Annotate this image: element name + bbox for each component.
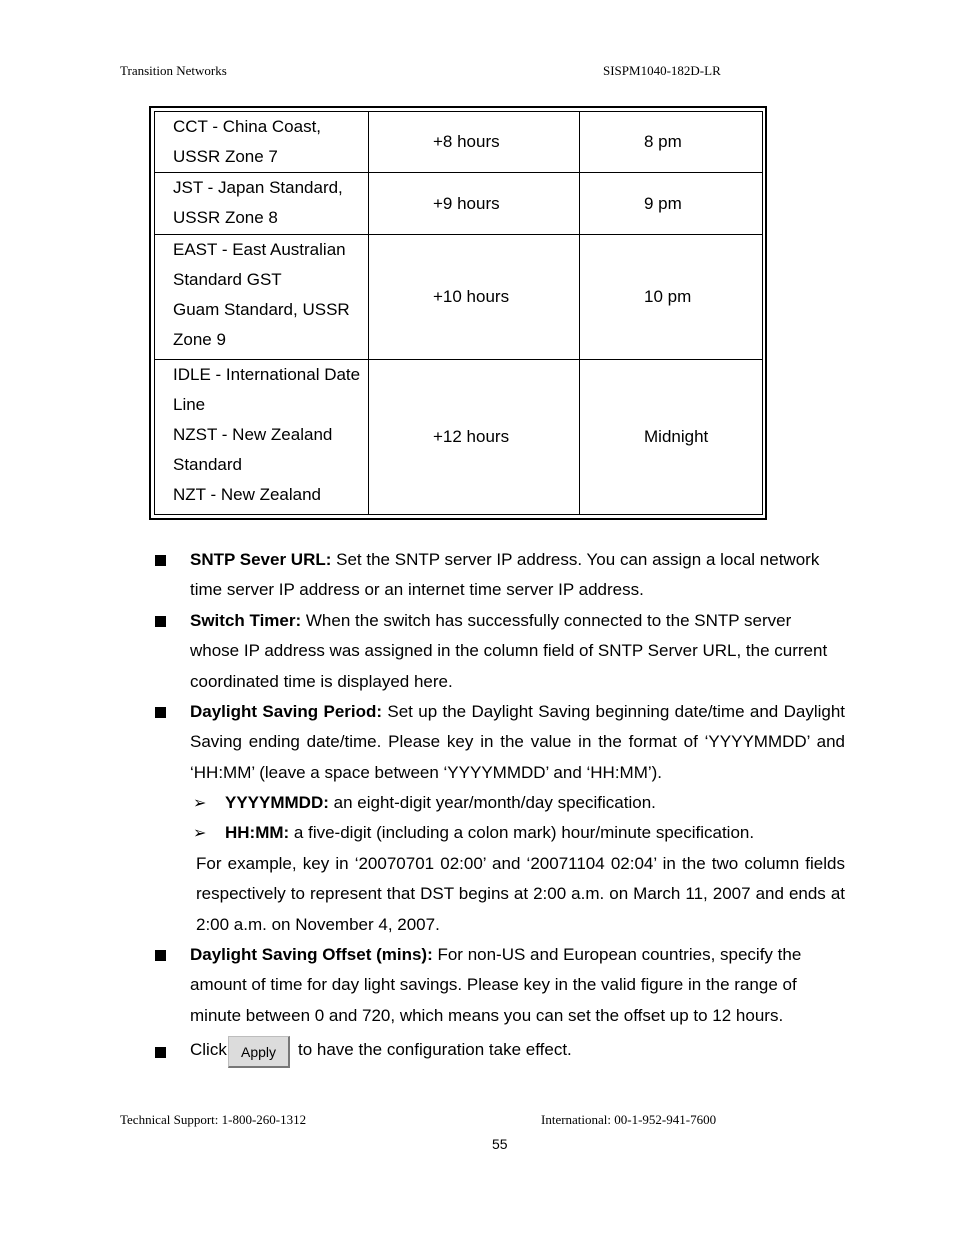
yyyymmdd-text: an eight-digit year/month/day specification. [328,793,656,812]
switch-timer-label: Switch Timer: [190,611,302,630]
zone-cell [155,173,369,235]
footer-international: International: 00-1-952-941-7600 [541,1112,717,1127]
sntp-url-label: SNTP Sever URL: [190,550,332,569]
timezone-table-grid [154,111,763,515]
hhmm-label: HH:MM: [225,823,290,842]
sntp-url-description [190,545,845,606]
yyyymmdd-label: YYYYMMDD: [225,793,329,812]
sntp-url-text: Set the SNTP server IP address. You can assign a local network time server IP address or an internet time server IP address. [190,550,820,600]
time-cell: Midnight [580,359,763,514]
zone-line: Guam Standard, USSR [173,300,350,320]
time-cell: 8 pm [580,112,763,173]
footer-tech-support: Technical Support: 1-800-260-1312 [120,1112,307,1127]
header-model: SISPM1040-182D-LR [603,63,721,78]
dst-example: For example, key in ‘20070701 02:00’ and ‘20071104 02:04’ in the two column fields respectively to represent that DST begins at 2:00 a.m. on March 11, 2007 and ends at 2:00 a.m. on November 4, 2007. [196,854,845,934]
zone-line: Standard [173,454,242,474]
arrow-bullet-icon: ➢ [193,795,207,812]
table-row [155,173,763,235]
dst-period-text: Set up the Daylight Saving beginning date/time and Daylight Saving ending date/time. Please key in the value in the format of ‘YYYYMMDD’ and ‘HH:MM’ (leave a space between ‘YYYYMMDD’ and ‘HH:MM’). [190,702,846,782]
time-cell: 10 pm [580,235,763,359]
time-cell: 9 pm [580,173,763,235]
zone-line: JST - Japan Standard, [173,178,343,198]
yyyymmdd-description [225,788,845,818]
zone-line: USSR Zone 7 [173,147,278,166]
table-row [155,235,763,359]
table-row [155,359,763,514]
header-company: Transition Networks [120,63,227,78]
square-bullet-icon [155,950,166,961]
square-bullet-icon [155,707,166,718]
dst-period-label: Daylight Saving Period: [190,702,383,721]
zone-line: EAST - East Australian [173,240,346,260]
dst-period-description [190,697,845,788]
click-text: Click [190,1040,227,1059]
hhmm-description [225,818,845,848]
switch-timer-description [190,606,845,697]
zone-line: Zone 9 [173,330,226,350]
zone-line: IDLE - International Date [173,364,361,384]
zone-cell [155,235,369,359]
zone-line: Standard GST [173,270,282,290]
page-number: 55 [492,1136,508,1152]
timezone-table [149,106,767,520]
apply-button[interactable]: Apply [228,1036,290,1068]
zone-cell [155,359,369,514]
dst-offset-label: Daylight Saving Offset (mins): [190,945,433,964]
zone-line: NZST - New Zealand [173,424,333,444]
square-bullet-icon [155,616,166,627]
square-bullet-icon [155,1047,166,1058]
offset-cell: +12 hours [369,359,580,514]
hhmm-text: a five-digit (including a colon mark) hour/minute specification. [289,823,755,842]
switch-timer-text: When the switch has successfully connected to the SNTP server whose IP address was assigned in the column field of SNTP Server URL, the current coordinated time is displayed here. [190,611,828,691]
zone-line: CCT - China Coast, [173,117,322,136]
zone-line: USSR Zone 8 [173,208,278,228]
square-bullet-icon [155,555,166,566]
click-instruction-text: to have the configuration take effect. [298,1040,572,1059]
zone-line: NZT - New Zealand [173,484,322,504]
zone-cell [155,112,369,173]
offset-cell: +10 hours [369,235,580,359]
dst-offset-text: For non-US and European countries, specify the amount of time for day light savings. Please key in the valid figure in the range of minute between 0 and 720, which means you can set the offset up to 12 hours. [190,945,802,1025]
table-row [155,112,763,173]
offset-cell: +8 hours [369,112,580,173]
zone-line: Line [173,394,206,414]
arrow-bullet-icon: ➢ [193,825,207,842]
dst-offset-description [190,940,845,1031]
offset-cell: +9 hours [369,173,580,235]
